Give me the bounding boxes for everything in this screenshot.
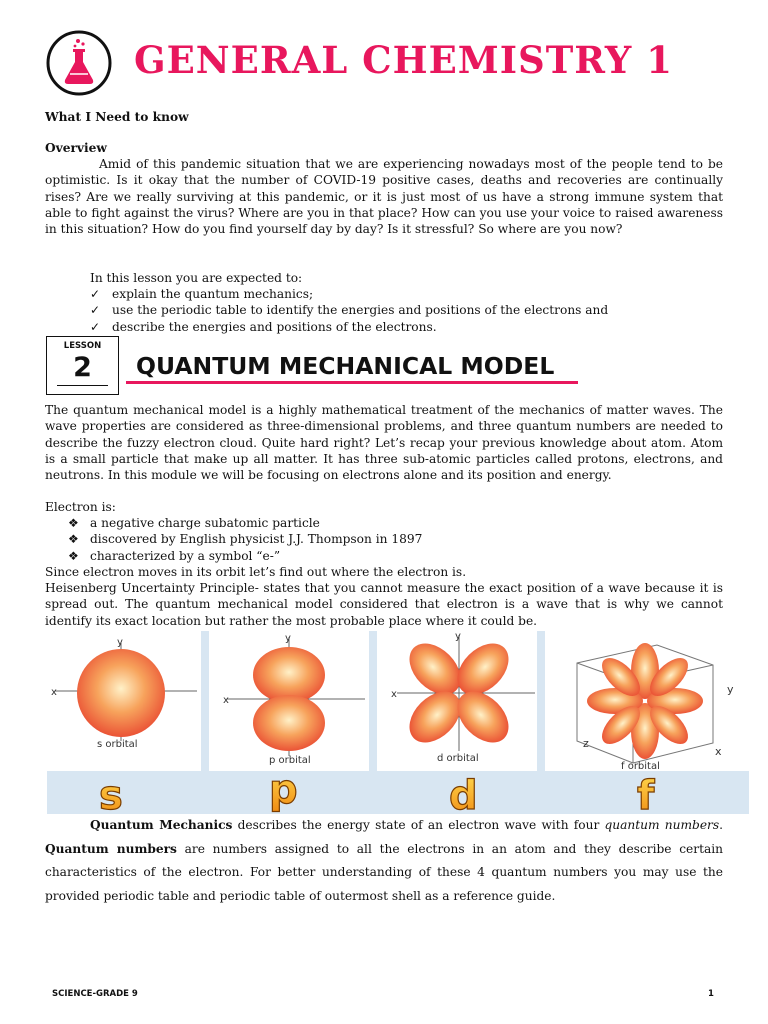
orbital-figure xyxy=(47,631,749,814)
check-icon: ✓ xyxy=(90,287,101,301)
lesson-badge xyxy=(46,336,119,395)
section-heading: What I Need to know xyxy=(45,110,189,124)
divider xyxy=(57,385,108,386)
orbital-letter: s xyxy=(99,773,123,814)
orbital-illustration xyxy=(47,631,749,814)
orbital-letter: f xyxy=(637,773,655,814)
heisenberg-paragraph: Heisenberg Uncertainty Principle- states that you cannot measure the exact position of a wave because it is spread out. The quantum mechanical model considered that electron is a wave that is why we cannot identify its exact location but rather the most probable place where it could be. xyxy=(45,581,723,628)
intro-paragraph: The quantum mechanical model is a highly mathematical treatment of the mechanics of matter waves. The wave properties are considered as three-dimensional problems, and three quantum numbers are needed to describe the fuzzy electron cloud. Quite hard right? Let’s recap your previous knowledge about atom. Atom is a small particle that make up all matter. It has three sub-atomic particles called protons, electrons, and neutrons. In this module we will be focusing on electrons alone and its position and energy. xyxy=(45,403,723,483)
document-title: GENERAL CHEMISTRY 1 xyxy=(134,38,673,82)
objectives-list xyxy=(90,286,730,335)
orbital-caption: p orbital xyxy=(269,755,311,766)
orbital-letter: p xyxy=(269,767,298,813)
list-item: ✓ describe the energies and positions of the electrons. xyxy=(90,319,437,334)
orbital-caption: s orbital xyxy=(97,739,138,750)
electron-facts-list xyxy=(68,515,668,564)
list-item: ❖ discovered by English physicist J.J. Thompson in 1897 xyxy=(68,532,423,547)
expectations-lead: In this lesson you are expected to: xyxy=(90,271,303,285)
lesson-label: LESSON xyxy=(63,341,102,351)
quantum-paragraph: Quantum Mechanics describes the energy state of an electron wave with four quantum numbers. Quantum numbers are numbers assigned to all the electrons in an atom and they describe certain characteristics of the electron. For better understanding of these 4 quantum numbers you may use the provided periodic table and periodic table of outermost shell as a reference guide. xyxy=(45,818,724,903)
list-item: ❖ characterized by a symbol “e-” xyxy=(68,548,281,563)
lesson-number: 2 xyxy=(73,352,92,383)
axis-label: z xyxy=(583,737,589,750)
term-quantum-numbers-bold: Quantum numbers xyxy=(45,841,177,856)
diamond-bullet-icon: ❖ xyxy=(68,532,79,547)
list-item: ✓ explain the quantum mechanics; xyxy=(90,287,314,301)
term-quantum-numbers: quantum numbers xyxy=(604,818,720,832)
orbital-caption: d orbital xyxy=(437,753,479,764)
page-number: 1 xyxy=(708,989,714,999)
axis-label: x xyxy=(223,695,229,706)
axis-label: y xyxy=(455,631,461,642)
footer-subject: SCIENCE-GRADE 9 xyxy=(52,989,138,999)
overview-paragraph: Amid of this pandemic situation that we are experiencing nowadays most of the people tend to be optimistic. Is it okay that the number of COVID-19 positive cases, deaths and recoveries are continually rises? Are we really surviving at this pandemic, or it is just most of us have a strong immune system that able to fight against the virus? Where are you in that place? How can you use your voice to raised awareness in this situation? How do you find yourself day by day? Is it stressful? So where are you now? xyxy=(45,157,723,237)
flask-icon xyxy=(46,30,112,96)
diamond-bullet-icon: ❖ xyxy=(68,548,79,563)
orbit-paragraph: Since electron moves in its orbit let’s find out where the electron is. xyxy=(45,565,467,579)
electron-lead: Electron is: xyxy=(45,500,116,514)
orbital-letter: d xyxy=(449,773,478,814)
axis-label: y xyxy=(117,637,123,648)
check-icon: ✓ xyxy=(90,319,101,334)
diamond-bullet-icon: ❖ xyxy=(68,516,79,530)
title-underline xyxy=(126,381,578,384)
axis-label: x xyxy=(51,687,57,698)
term-quantum-mechanics: Quantum Mechanics xyxy=(90,818,233,832)
lesson-title: QUANTUM MECHANICAL MODEL xyxy=(136,352,555,380)
overview-heading: Overview xyxy=(45,141,107,155)
axis-label: x xyxy=(715,745,722,758)
axis-label: x xyxy=(391,689,397,700)
axis-label: y xyxy=(727,683,734,696)
orbital-caption: f orbital xyxy=(621,761,660,772)
list-item: ✓ use the periodic table to identify the energies and positions of the electrons and xyxy=(90,303,609,318)
check-icon: ✓ xyxy=(90,303,101,318)
list-item: ❖ a negative charge subatomic particle xyxy=(68,516,320,530)
axis-label: y xyxy=(285,633,291,644)
